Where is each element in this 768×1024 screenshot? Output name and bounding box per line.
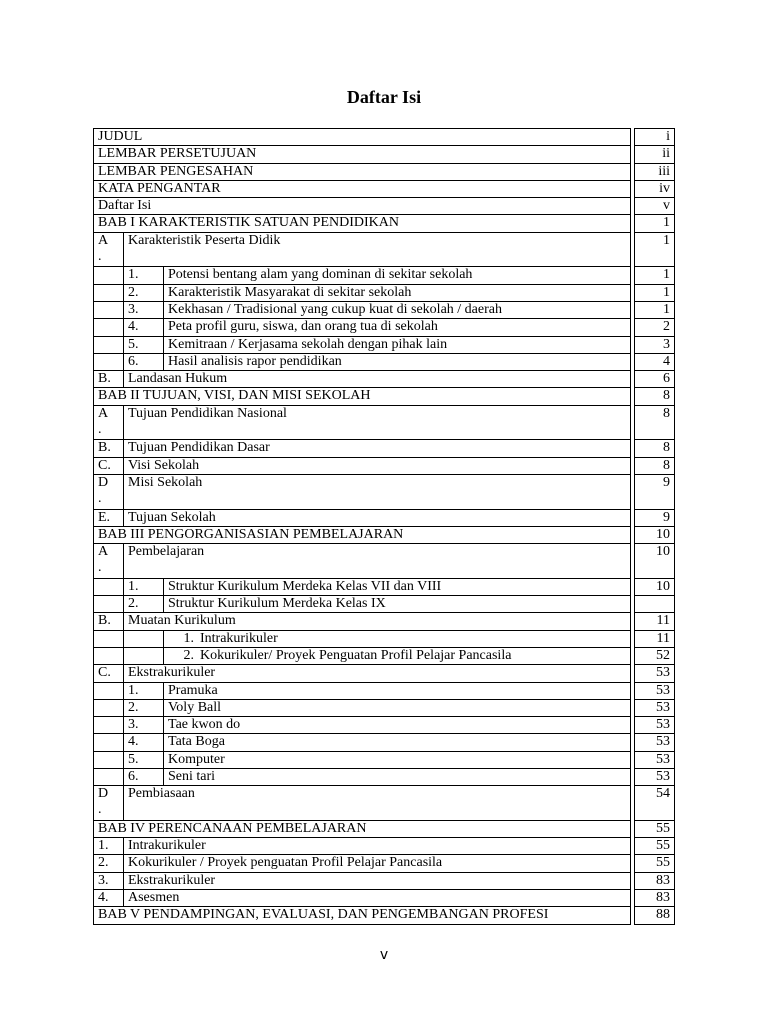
- toc-entry-title: Intrakurikuler: [124, 838, 631, 855]
- toc-entry-number: 2.: [124, 596, 164, 613]
- toc-row: [94, 647, 675, 664]
- toc-entry-title: Asesmen: [124, 890, 631, 907]
- toc-entry-page: 53: [635, 734, 675, 751]
- toc-empty-cell: [94, 319, 124, 336]
- toc-row: [94, 630, 675, 647]
- toc-entry-title: Pembelajaran: [124, 544, 631, 579]
- toc-row: [94, 146, 675, 163]
- toc-entry-page: 10: [635, 544, 675, 579]
- toc-empty-cell: [94, 301, 124, 318]
- toc-entry-number: 2.: [124, 699, 164, 716]
- toc-entry-number: 1.: [124, 682, 164, 699]
- toc-entry-label: E.: [94, 509, 124, 526]
- toc-row: [94, 751, 675, 768]
- toc-entry-label: D .: [94, 786, 124, 821]
- toc-row: [94, 405, 675, 440]
- toc-row: [94, 232, 675, 267]
- toc-entry-title: Peta profil guru, siswa, dan orang tua di sekolah: [164, 319, 631, 336]
- toc-empty-cell: [94, 717, 124, 734]
- toc-row: [94, 768, 675, 785]
- toc-entry-number: 2.: [183, 647, 194, 663]
- toc-entry-title: LEMBAR PERSETUJUAN: [94, 146, 631, 163]
- toc-entry-title: Misi Sekolah: [124, 474, 631, 509]
- toc-entry-number: 2.: [124, 284, 164, 301]
- toc-entry-title: Struktur Kurikulum Merdeka Kelas IX: [164, 596, 631, 613]
- toc-entry-number: 1.: [124, 267, 164, 284]
- toc-row: [94, 319, 675, 336]
- toc-empty-cell: [94, 734, 124, 751]
- toc-entry-title: JUDUL: [94, 129, 631, 146]
- toc-row: [94, 301, 675, 318]
- toc-row: [94, 371, 675, 388]
- toc-entry-label: A .: [94, 544, 124, 579]
- toc-row: [94, 838, 675, 855]
- toc-entry-title: Komputer: [164, 751, 631, 768]
- toc-entry-page: 10: [635, 578, 675, 595]
- toc-row: [94, 717, 675, 734]
- toc-entry-title: Muatan Kurikulum: [124, 613, 631, 630]
- toc-entry-page: 8: [635, 388, 675, 405]
- toc-entry-page: 52: [635, 647, 675, 664]
- toc-entry-page: 1: [635, 284, 675, 301]
- toc-row: [94, 665, 675, 682]
- toc-entry-label: C.: [94, 457, 124, 474]
- toc-row: [94, 336, 675, 353]
- toc-empty-cell: [94, 768, 124, 785]
- toc-entry-page: iv: [635, 180, 675, 197]
- toc-entry-title: Landasan Hukum: [124, 371, 631, 388]
- toc-entry-page: 3: [635, 336, 675, 353]
- toc-row: [94, 353, 675, 370]
- toc-entry-page: 1: [635, 267, 675, 284]
- toc-entry-title: Pramuka: [164, 682, 631, 699]
- toc-row: [94, 855, 675, 872]
- toc-row: [94, 613, 675, 630]
- toc-entry-page: 53: [635, 699, 675, 716]
- toc-entry-page: 8: [635, 457, 675, 474]
- toc-entry-title: Kekhasan / Tradisional yang cukup kuat di sekolah / daerah: [164, 301, 631, 318]
- toc-entry-title: Karakteristik Masyarakat di sekitar sekolah: [164, 284, 631, 301]
- toc-entry-page: 83: [635, 872, 675, 889]
- toc-entry-page: 55: [635, 820, 675, 837]
- toc-entry-page: 55: [635, 838, 675, 855]
- toc-entry-title: KATA PENGANTAR: [94, 180, 631, 197]
- toc-entry-page: 6: [635, 371, 675, 388]
- toc-row: [94, 180, 675, 197]
- toc-entry-page: 11: [635, 630, 675, 647]
- toc-entry-title: Ekstrakurikuler: [124, 665, 631, 682]
- toc-entry-label: B.: [94, 440, 124, 457]
- toc-entry-title: Visi Sekolah: [124, 457, 631, 474]
- toc-entry-title: Struktur Kurikulum Merdeka Kelas VII dan VIII: [164, 578, 631, 595]
- toc-entry-title: Kokurikuler/ Proyek Penguatan Profil Pelajar Pancasila: [200, 647, 512, 663]
- toc-entry-title: Daftar Isi: [94, 198, 631, 215]
- toc-row: [94, 474, 675, 509]
- toc-row: [94, 440, 675, 457]
- toc-empty-cell: [94, 284, 124, 301]
- toc-entry-title: Pembiasaan: [124, 786, 631, 821]
- toc-empty-cell: [94, 699, 124, 716]
- toc-entry-title: Tata Boga: [164, 734, 631, 751]
- toc-row: [94, 596, 675, 613]
- toc-entry-label: 4.: [94, 890, 124, 907]
- toc-entry-label: B.: [94, 371, 124, 388]
- toc-entry-title: BAB III PENGORGANISASIAN PEMBELAJARAN: [94, 526, 631, 543]
- toc-entry-title: LEMBAR PENGESAHAN: [94, 163, 631, 180]
- toc-empty-cell: [94, 353, 124, 370]
- toc-entry-page: 8: [635, 440, 675, 457]
- page-number: v: [379, 947, 389, 963]
- toc-entry-title: BAB II TUJUAN, VISI, DAN MISI SEKOLAH: [94, 388, 631, 405]
- toc-empty-cell: [94, 630, 124, 647]
- table-of-contents: [93, 128, 675, 925]
- toc-entry-title: Ekstrakurikuler: [124, 872, 631, 889]
- toc-empty-cell: [94, 267, 124, 284]
- toc-entry-title: Intrakurikuler: [200, 630, 278, 646]
- toc-entry-number: 6.: [124, 768, 164, 785]
- toc-empty-cell: [94, 682, 124, 699]
- toc-empty-cell: [94, 336, 124, 353]
- toc-entry-number: 1.: [124, 578, 164, 595]
- toc-row: [94, 699, 675, 716]
- toc-entry-title: Karakteristik Peserta Didik: [124, 232, 631, 267]
- toc-empty-cell: [94, 647, 124, 664]
- toc-row: [94, 129, 675, 146]
- toc-entry-page: 53: [635, 717, 675, 734]
- toc-entry-title: Voly Ball: [164, 699, 631, 716]
- toc-entry-page: 88: [635, 907, 675, 924]
- toc-entry-page: 2: [635, 319, 675, 336]
- toc-entry-label: A .: [94, 405, 124, 440]
- toc-empty-cell: [94, 596, 124, 613]
- toc-row: [94, 526, 675, 543]
- toc-entry-number: 5.: [124, 336, 164, 353]
- toc-entry-title: Potensi bentang alam yang dominan di sekitar sekolah: [164, 267, 631, 284]
- toc-entry-page: 83: [635, 890, 675, 907]
- toc-entry-title: Kokurikuler / Proyek penguatan Profil Pelajar Pancasila: [124, 855, 631, 872]
- toc-row: [94, 786, 675, 821]
- toc-row: [94, 682, 675, 699]
- toc-entry-page: 9: [635, 474, 675, 509]
- toc-entry-title: BAB IV PERENCANAAN PEMBELAJARAN: [94, 820, 631, 837]
- toc-entry-label: D .: [94, 474, 124, 509]
- toc-row: [94, 215, 675, 232]
- toc-entry-title: Tujuan Pendidikan Dasar: [124, 440, 631, 457]
- toc-entry-page: 1: [635, 215, 675, 232]
- toc-entry-title: BAB V PENDAMPINGAN, EVALUASI, DAN PENGEMBANGAN PROFESI: [94, 907, 631, 924]
- page-title: Daftar Isi: [346, 87, 422, 107]
- toc-row: [94, 457, 675, 474]
- toc-entry-label: 2.: [94, 855, 124, 872]
- toc-row: [94, 907, 675, 924]
- toc-entry-page: 53: [635, 682, 675, 699]
- toc-entry-title: Kemitraan / Kerjasama sekolah dengan pihak lain: [164, 336, 631, 353]
- toc-entry-number: 4.: [124, 734, 164, 751]
- toc-entry-page: ii: [635, 146, 675, 163]
- toc-entry-page: i: [635, 129, 675, 146]
- toc-entry-title: Tae kwon do: [164, 717, 631, 734]
- toc-entry-title: Seni tari: [164, 768, 631, 785]
- toc-row: [94, 284, 675, 301]
- toc-entry-page: 11: [635, 613, 675, 630]
- toc-row: [94, 734, 675, 751]
- toc-entry-label: A .: [94, 232, 124, 267]
- toc-entry-page: [635, 596, 675, 613]
- toc-entry-page: 1: [635, 301, 675, 318]
- toc-row: [94, 163, 675, 180]
- toc-entry-number: 1.: [183, 630, 194, 646]
- toc-entry-title: Tujuan Pendidikan Nasional: [124, 405, 631, 440]
- toc-entry-page: 1: [635, 232, 675, 267]
- toc-entry-label: B.: [94, 613, 124, 630]
- toc-entry-number: 3.: [124, 717, 164, 734]
- toc-entry-number: 4.: [124, 319, 164, 336]
- toc-row: [94, 267, 675, 284]
- toc-row: [94, 544, 675, 579]
- toc-subentry: [164, 630, 631, 647]
- toc-entry-label: 1.: [94, 838, 124, 855]
- toc-row: [94, 890, 675, 907]
- toc-row: [94, 820, 675, 837]
- toc-empty-cell: [94, 751, 124, 768]
- toc-entry-page: 4: [635, 353, 675, 370]
- toc-empty-cell: [94, 578, 124, 595]
- toc-entry-title: Tujuan Sekolah: [124, 509, 631, 526]
- toc-subentry: [164, 647, 631, 664]
- toc-entry-page: 9: [635, 509, 675, 526]
- toc-entry-page: 53: [635, 751, 675, 768]
- toc-entry-page: 53: [635, 768, 675, 785]
- toc-row: [94, 198, 675, 215]
- toc-body: [94, 129, 675, 925]
- toc-entry-page: 53: [635, 665, 675, 682]
- toc-entry-title: Hasil analisis rapor pendidikan: [164, 353, 631, 370]
- toc-entry-label: 3.: [94, 872, 124, 889]
- toc-row: [94, 388, 675, 405]
- toc-entry-page: 10: [635, 526, 675, 543]
- toc-entry-page: v: [635, 198, 675, 215]
- toc-entry-page: 55: [635, 855, 675, 872]
- toc-row: [94, 872, 675, 889]
- toc-entry-number: 3.: [124, 301, 164, 318]
- toc-entry-page: 8: [635, 405, 675, 440]
- toc-entry-page: 54: [635, 786, 675, 821]
- toc-entry-number: 5.: [124, 751, 164, 768]
- toc-empty-cell: [124, 630, 164, 647]
- toc-row: [94, 509, 675, 526]
- toc-entry-number: 6.: [124, 353, 164, 370]
- toc-entry-label: C.: [94, 665, 124, 682]
- toc-row: [94, 578, 675, 595]
- toc-entry-title: BAB I KARAKTERISTIK SATUAN PENDIDIKAN: [94, 215, 631, 232]
- toc-empty-cell: [124, 647, 164, 664]
- toc-entry-page: iii: [635, 163, 675, 180]
